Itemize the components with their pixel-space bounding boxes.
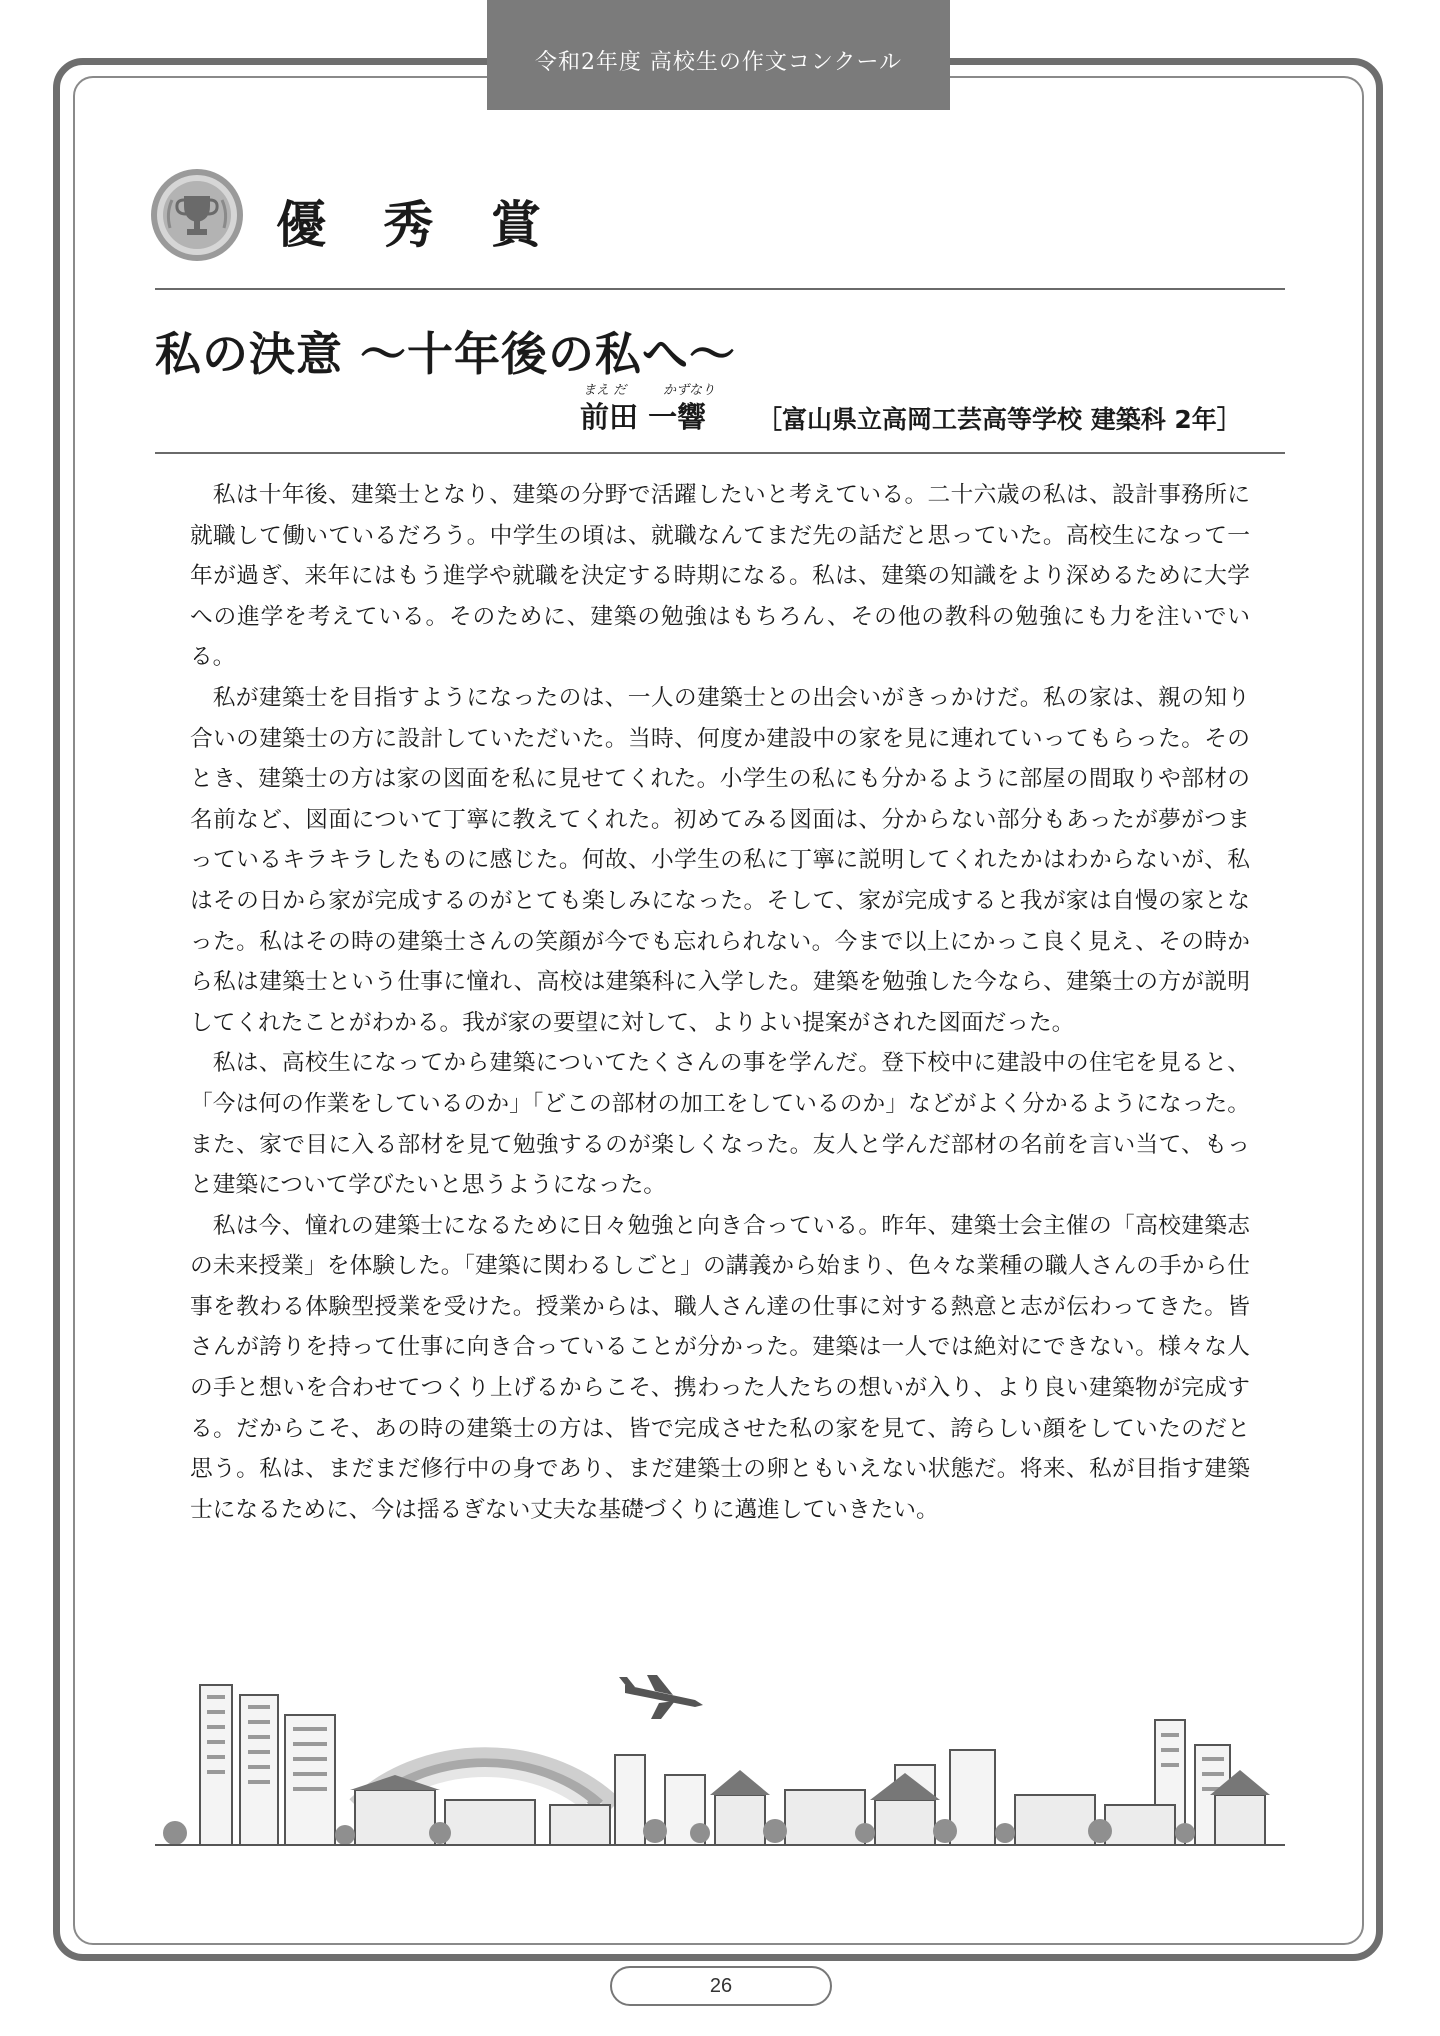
author-given-ruby: かずなり: [663, 383, 716, 398]
cityscape-rainbow-airplane-illustration: [155, 1655, 1285, 1865]
author-school: ［富山県立高岡工芸高等学校 建築科 2年］: [757, 405, 1242, 434]
essay-paragraph: 私が建築士を目指すようになったのは、一人の建築士との出会いがきっかけだ。私の家は、親の知り合いの建築士の方に設計していただいた。当時、何度か建設中の家を見に連れていってもらった。そのとき、建築士の方は家の図面を私に見せてくれた。小学生の私にも分かるように部屋の間取りや部材の名前など、図面について丁寧に教えてくれた。初めてみる図面は、分からない部分もあったが夢がつまっているキラキラしたものに感じた。何故、小学生の私に丁寧に説明してくれたかはわからないが、私はその日から家が完成するのがとても楽しみになった。そして、家が完成すると我が家は自慢の家となった。私はその時の建築士さんの笑顔が今でも忘れられない。今まで以上にかっこ良く見え、その時から私は建築士という仕事に憧れ、高校は建築科に入学した。建築を勉強した今なら、建築士の方が説明してくれたことがわかる。我が家の要望に対して、よりよい提案がされた図面だった。: [190, 684, 1250, 1036]
divider: [155, 288, 1285, 290]
essay-title: 私の決意 ～十年後の私へ～: [155, 327, 737, 381]
author-family-ruby: まえ だ: [583, 383, 627, 398]
essay-paragraph: 私は、高校生になってから建築についてたくさんの事を学んだ。登下校中に建設中の住宅を見ると、「今は何の作業をしているのか」「どこの部材の加工をしているのか」などがよく分かるようになった。また、家で目に入る部材を見て勉強するのが楽しくなった。友人と学んだ部材の名前を言い当て、もっと建築について学びたいと思うようになった。: [190, 1050, 1250, 1199]
header-tab: [487, 0, 950, 110]
award-label: 優 秀 賞: [276, 195, 561, 254]
divider: [155, 452, 1285, 454]
page-number: 26: [610, 1966, 832, 2006]
trophy-medal-icon: [150, 168, 244, 262]
header-tab-label: 令和2年度 高校生の作文コンクール: [534, 50, 903, 75]
essay-body: [190, 475, 1250, 1530]
essay-paragraph: 私は十年後、建築士となり、建築の分野で活躍したいと考えている。二十六歳の私は、設計事務所に就職して働いているだろう。中学生の頃は、就職なんてまだ先の話だと思っていた。高校生になって一年が過ぎ、来年にはもう進学や就職を決定する時期になる。私は、建築の知識をより深めるために大学への進学を考えている。そのために、建築の勉強はもちろん、その他の教科の勉強にも力を注いでいる。: [190, 482, 1250, 671]
author-name: 前田 一響: [580, 400, 707, 434]
essay-paragraph: 私は今、憧れの建築士になるために日々勉強と向き合っている。昨年、建築士会主催の「高校建築志の未来授業」を体験した。「建築に関わるしごと」の講義から始まり、色々な業種の職人さんの手から仕事を教わる体験型授業を受けた。授業からは、職人さん達の仕事に対する熱意と志が伝わってきた。皆さんが誇りを持って仕事に向き合っていることが分かった。建築は一人では絶対にできない。様々な人の手と想いを合わせてつくり上げるからこそ、携わった人たちの想いが入り、より良い建築物が完成する。だからこそ、あの時の建築士の方は、皆で完成させた私の家を見て、誇らしい顔をしていたのだと思う。私は、まだまだ修行中の身であり、まだ建築士の卵ともいえない状態だ。将来、私が目指す建築士になるために、今は揺るぎない丈夫な基礎づくりに邁進していきたい。: [190, 1212, 1250, 1523]
